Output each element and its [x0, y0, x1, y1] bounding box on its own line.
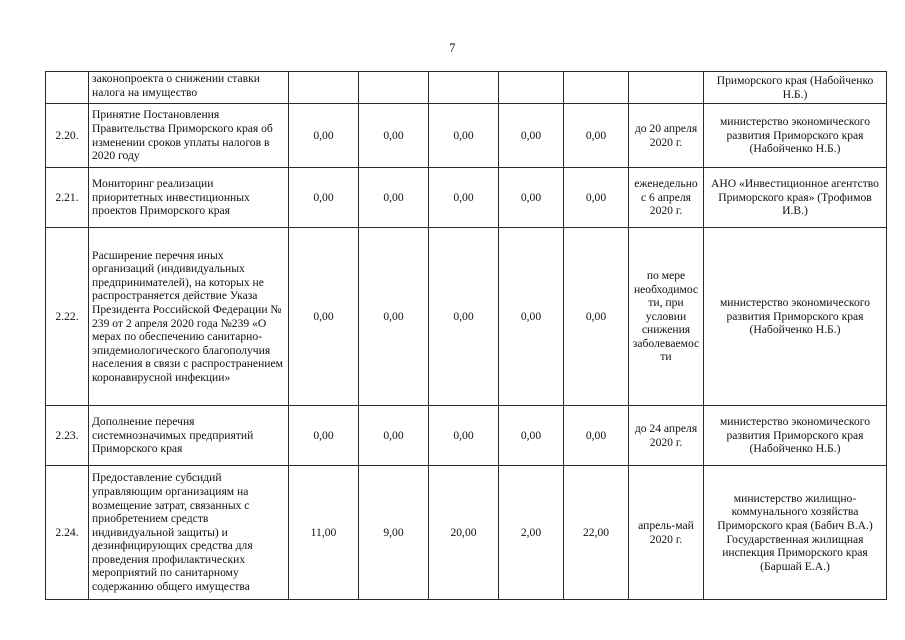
term-cell: до 24 апреля 2020 г.: [629, 406, 704, 466]
page-number: 7: [449, 41, 456, 55]
value-cell-3: 0,00: [429, 228, 499, 406]
measure-name: Расширение перечня иных организаций (индивидуальных предпринимателей), на которых не распространяется действие Указа Президента Российской Федерации № 239 от 2 апреля 2020 года №239 «О мерах по обеспечению санитарно-эпидемиологического благополучия населения в связи с распространением коронавирусной инфекции»: [89, 228, 289, 406]
term-cell: апрель-май 2020 г.: [629, 466, 704, 600]
term-cell: до 20 апреля 2020 г.: [629, 104, 704, 168]
value-cell-5: [564, 72, 629, 104]
term-cell: еженедельно с 6 апреля 2020 г.: [629, 168, 704, 228]
responsible-cell: министерство экономического развития Приморского края (Набойченко Н.Б.): [704, 104, 887, 168]
value-cell-1: 0,00: [289, 406, 359, 466]
value-cell-1: 0,00: [289, 104, 359, 168]
value-cell-1: 11,00: [289, 466, 359, 600]
measure-name: Дополнение перечня системнозначимых предприятий Приморского края: [89, 406, 289, 466]
value-cell-1: [289, 72, 359, 104]
value-cell-5: 0,00: [564, 168, 629, 228]
value-cell-3: 0,00: [429, 406, 499, 466]
row-number: [46, 72, 89, 104]
table-row: [46, 72, 887, 104]
row-number: 2.21.: [46, 168, 89, 228]
value-cell-4: 0,00: [499, 228, 564, 406]
row-number: 2.22.: [46, 228, 89, 406]
value-cell-3: 20,00: [429, 466, 499, 600]
row-number: 2.23.: [46, 406, 89, 466]
value-cell-2: 0,00: [359, 104, 429, 168]
row-number: 2.20.: [46, 104, 89, 168]
value-cell-5: 22,00: [564, 466, 629, 600]
value-cell-4: [499, 72, 564, 104]
responsible-cell: министерство жилищно-коммунального хозяйства Приморского края (Бабич В.А.) Государственная жилищная инспекция Приморского края (Баршай Е.А.): [704, 466, 887, 600]
value-cell-1: 0,00: [289, 228, 359, 406]
responsible-cell: Приморского края (Набойченко Н.Б.): [704, 72, 887, 104]
measures-table: [45, 71, 887, 600]
value-cell-2: 0,00: [359, 168, 429, 228]
measure-name: Принятие Постановления Правительства Приморского края об изменении сроков уплаты налогов в 2020 году: [89, 104, 289, 168]
value-cell-4: 0,00: [499, 406, 564, 466]
value-cell-5: 0,00: [564, 104, 629, 168]
value-cell-4: 2,00: [499, 466, 564, 600]
value-cell-4: 0,00: [499, 104, 564, 168]
measure-name: Предоставление субсидий управляющим организациям на возмещение затрат, связанных с приобретением средств индивидуальной защиты) и дезинфицирующих средства для проведения профилактических мероприятий по санитарному содержанию общего имущества: [89, 466, 289, 600]
value-cell-1: 0,00: [289, 168, 359, 228]
value-cell-4: 0,00: [499, 168, 564, 228]
table-row: [46, 104, 887, 168]
value-cell-2: 0,00: [359, 406, 429, 466]
row-number: 2.24.: [46, 466, 89, 600]
value-cell-2: 0,00: [359, 228, 429, 406]
table-row: [46, 406, 887, 466]
value-cell-3: 0,00: [429, 168, 499, 228]
value-cell-2: 9,00: [359, 466, 429, 600]
responsible-cell: министерство экономического развития Приморского края (Набойченко Н.Б.): [704, 406, 887, 466]
table-row: [46, 466, 887, 600]
responsible-cell: министерство экономического развития Приморского края (Набойченко Н.Б.): [704, 228, 887, 406]
table-row: [46, 168, 887, 228]
term-cell: [629, 72, 704, 104]
measure-name: законопроекта о снижении ставки налога на имущество: [89, 72, 289, 104]
value-cell-5: 0,00: [564, 406, 629, 466]
responsible-cell: АНО «Инвестиционное агентство Приморского края» (Трофимов И.В.): [704, 168, 887, 228]
value-cell-3: 0,00: [429, 104, 499, 168]
table-row: [46, 228, 887, 406]
value-cell-3: [429, 72, 499, 104]
value-cell-5: 0,00: [564, 228, 629, 406]
term-cell: по мере необходимости, при условии снижения заболеваемости: [629, 228, 704, 406]
measure-name: Мониторинг реализации приоритетных инвестиционных проектов Приморского края: [89, 168, 289, 228]
value-cell-2: [359, 72, 429, 104]
